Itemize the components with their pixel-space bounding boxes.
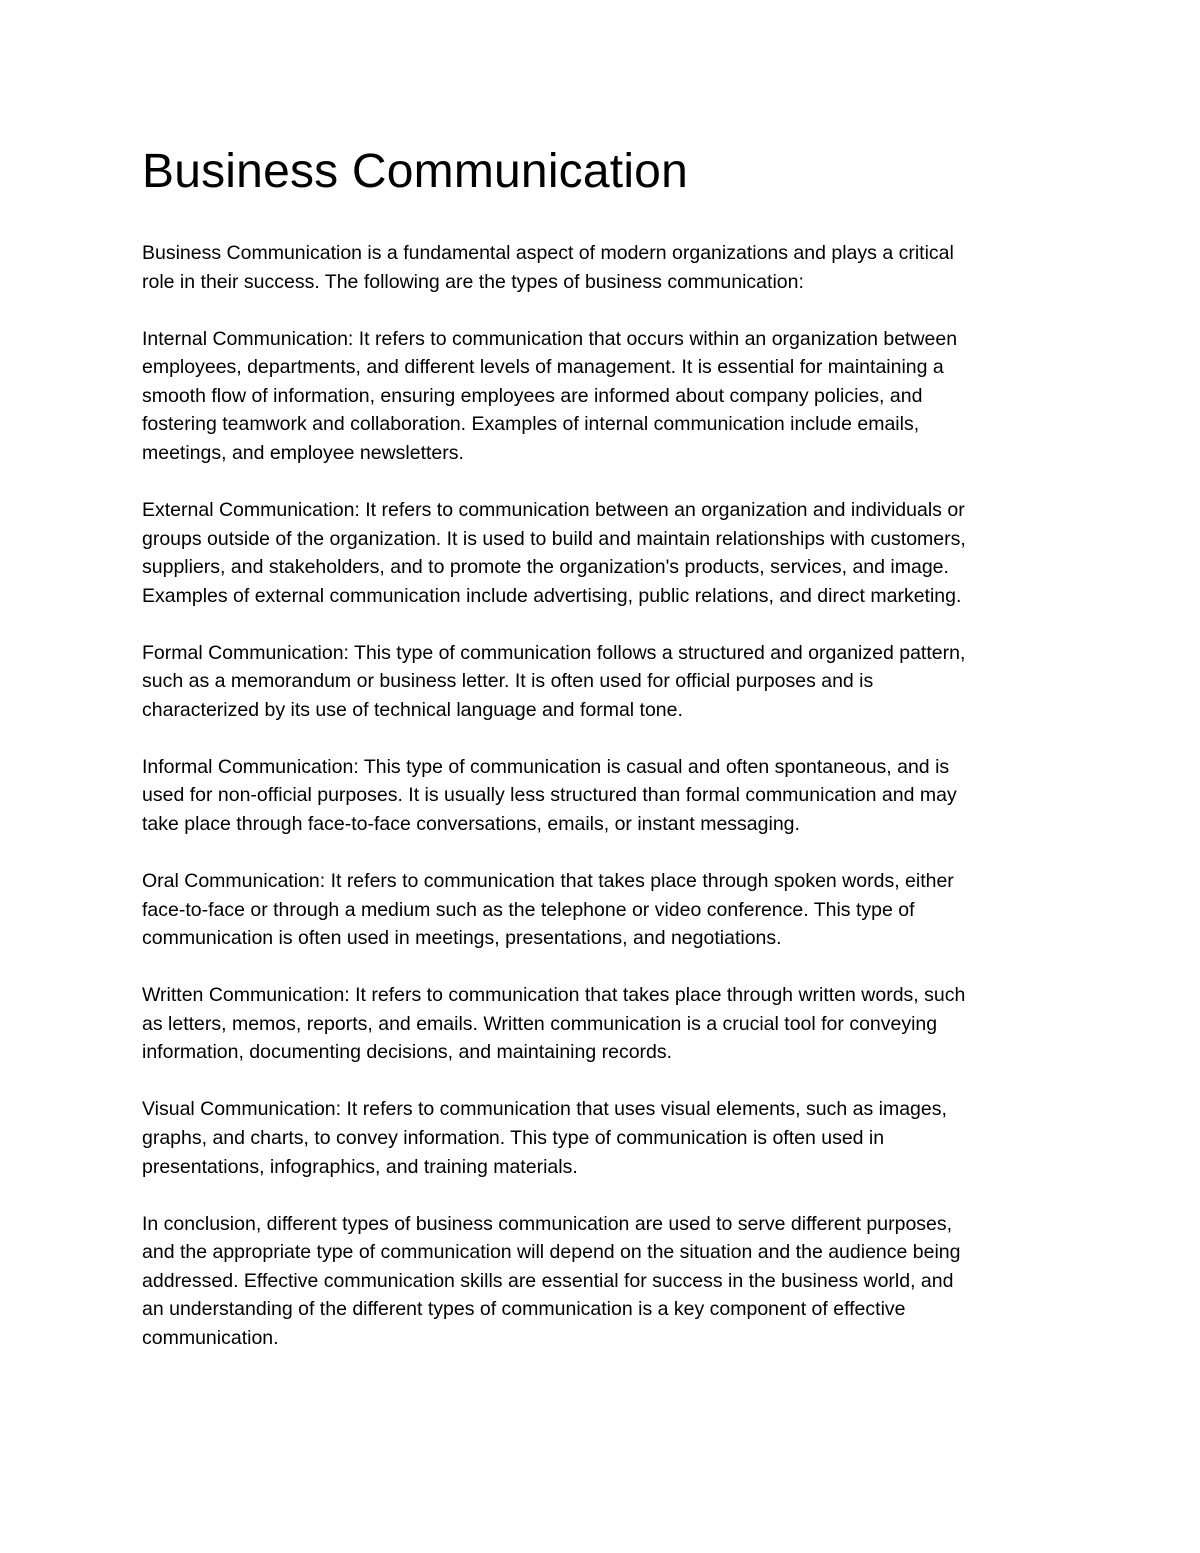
text-line: groups outside of the organization. It is used to build and maintain relationships with customers,: [142, 527, 966, 550]
text-line: graphs, and charts, to convey information. This type of communication is often used in: [142, 1126, 885, 1149]
text-line: presentations, infographics, and training materials.: [142, 1155, 578, 1178]
text-line: External Communication: It refers to communication between an organization and individuals or: [142, 498, 965, 521]
text-line: suppliers, and stakeholders, and to promote the organization's products, services, and image.: [142, 556, 949, 579]
text-line: fostering teamwork and collaboration. Examples of internal communication include emails,: [142, 413, 920, 436]
text-line: Oral Communication: It refers to communication that takes place through spoken words, either: [142, 870, 954, 893]
paragraph-conclusion: [142, 1210, 1072, 1353]
text-line: communication is often used in meetings, presentations, and negotiations.: [142, 927, 782, 950]
text-line: addressed. Effective communication skills are essential for success in the business world, and: [142, 1269, 954, 1292]
text-line: Informal Communication: This type of communication is casual and often spontaneous, and is: [142, 755, 950, 778]
text-line: characterized by its use of technical language and formal tone.: [142, 698, 683, 721]
text-line: take place through face-to-face conversations, emails, or instant messaging.: [142, 813, 800, 836]
text-line: employees, departments, and different levels of management. It is essential for maintaining a: [142, 356, 944, 379]
text-line: Written Communication: It refers to communication that takes place through written words, such: [142, 984, 966, 1007]
text-line: communication.: [142, 1326, 279, 1349]
document-page: [142, 140, 1072, 1381]
text-line: face-to-face or through a medium such as the telephone or video conference. This type of: [142, 898, 915, 921]
text-line: and the appropriate type of communication will depend on the situation and the audience being: [142, 1241, 961, 1264]
document-title: Business Communication: [142, 145, 688, 198]
text-line: Examples of external communication include advertising, public relations, and direct marketing.: [142, 584, 962, 607]
paragraph-internal-communication: [142, 325, 1072, 468]
text-line: In conclusion, different types of business communication are used to serve different purposes,: [142, 1212, 953, 1235]
text-line: Internal Communication: It refers to communication that occurs within an organization between: [142, 327, 958, 350]
paragraph-informal-communication: [142, 753, 1072, 839]
text-line: Visual Communication: It refers to communication that uses visual elements, such as images,: [142, 1098, 947, 1121]
text-line: smooth flow of information, ensuring employees are informed about company policies, and: [142, 384, 923, 407]
text-line: used for non-official purposes. It is usually less structured than formal communication and may: [142, 784, 957, 807]
text-line: such as a memorandum or business letter. It is often used for official purposes and is: [142, 670, 874, 693]
text-line: as letters, memos, reports, and emails. Written communication is a crucial tool for conveying: [142, 1012, 938, 1035]
paragraph-formal-communication: [142, 639, 1072, 725]
text-line: Business Communication is a fundamental aspect of modern organizations and plays a critical: [142, 242, 954, 264]
paragraph-written-communication: [142, 981, 1072, 1067]
text-line: information, documenting decisions, and maintaining records.: [142, 1041, 673, 1064]
text-line: meetings, and employee newsletters.: [142, 441, 464, 464]
paragraph-intro: [142, 239, 1072, 296]
paragraph-oral-communication: [142, 867, 1072, 953]
paragraph-external-communication: [142, 496, 1072, 610]
text-line: role in their success. The following are the types of business communication:: [142, 270, 804, 293]
text-line: an understanding of the different types of communication is a key component of effective: [142, 1298, 906, 1321]
paragraph-visual-communication: [142, 1095, 1072, 1181]
text-line: Formal Communication: This type of communication follows a structured and organized pattern,: [142, 641, 966, 664]
